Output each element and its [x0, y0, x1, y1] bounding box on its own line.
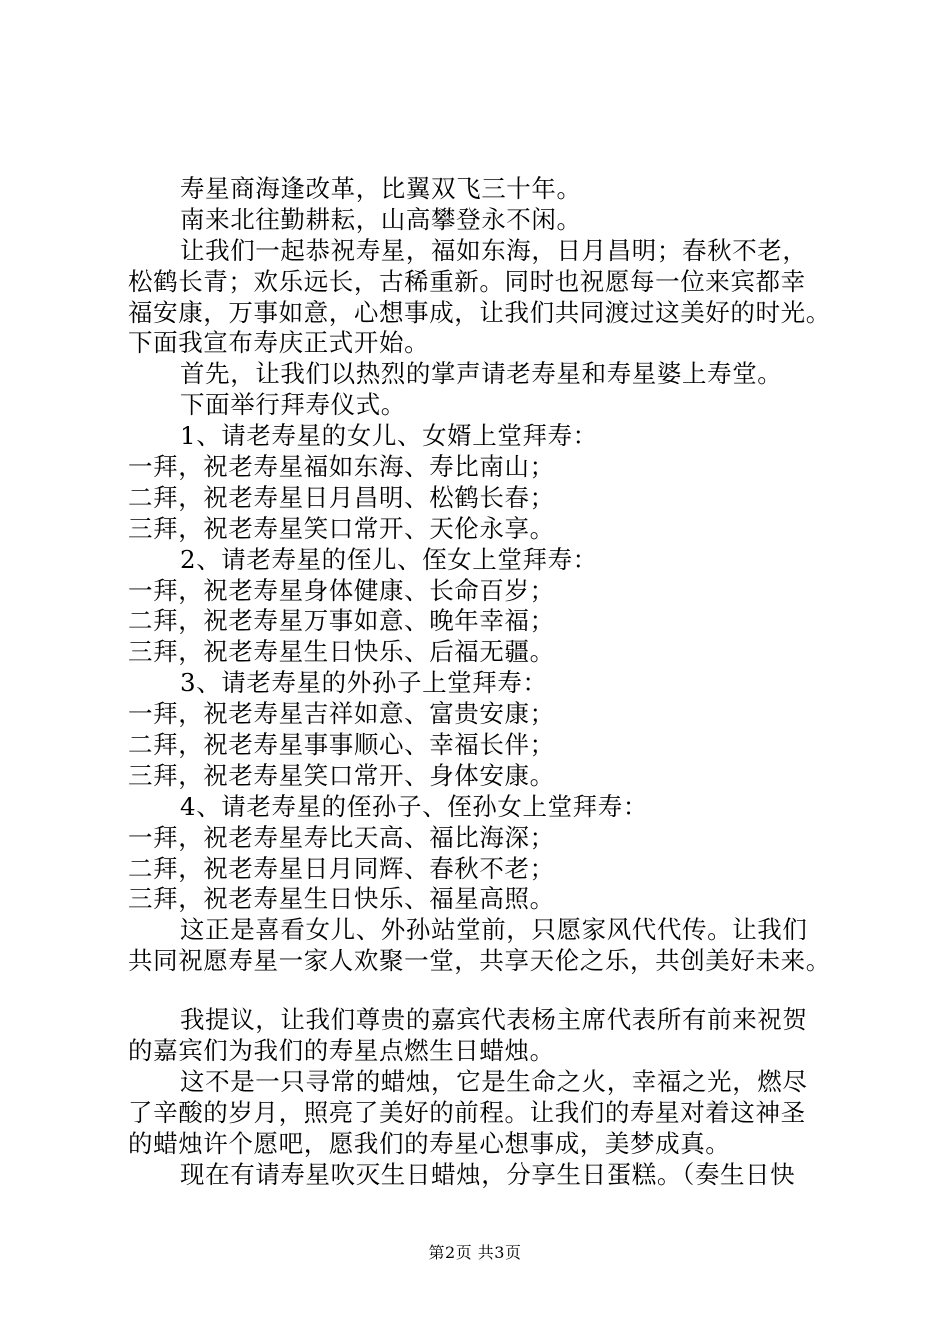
text-line: 三拜，祝老寿星生日快乐、后福无疆。	[128, 637, 555, 667]
text-line: 3、请老寿星的外孙子上堂拜寿：	[180, 668, 548, 698]
text-line: 二拜，祝老寿星日月同辉、春秋不老；	[128, 853, 555, 883]
document-body	[128, 174, 838, 1191]
text-line: 现在有请寿星吹灭生日蜡烛，分享生日蛋糕。（奏生日快	[180, 1159, 796, 1189]
text-line: 这正是喜看女儿、外孙站堂前，只愿家风代代传。让我们	[180, 915, 808, 945]
text-line: 下面我宣布寿庆正式开始。	[128, 328, 430, 358]
text-line: 松鹤长青；欢乐远长，古稀重新。同时也祝愿每一位来宾都幸	[128, 266, 806, 296]
text-line: 让我们一起恭祝寿星，福如东海，日月昌明；春秋不老，	[180, 235, 808, 265]
text-line: 二拜，祝老寿星日月昌明、松鹤长春；	[128, 482, 555, 512]
text-line: 的蜡烛许个愿吧，愿我们的寿星心想事成，美梦成真。	[128, 1128, 731, 1158]
paragraph-gap	[128, 977, 838, 1005]
text-line: 一拜，祝老寿星福如东海、寿比南山；	[128, 452, 555, 482]
text-line: 三拜，祝老寿星笑口常开、天伦永享。	[128, 513, 555, 543]
page-footer: 第2页 共3页	[428, 1243, 522, 1262]
text-line: 了辛酸的岁月，照亮了美好的前程。让我们的寿星对着这神圣	[128, 1097, 806, 1127]
text-line: 三拜，祝老寿星笑口常开、身体安康。	[128, 760, 555, 790]
text-line: 二拜，祝老寿星万事如意、晚年幸福；	[128, 606, 555, 636]
text-line: 下面举行拜寿仪式。	[180, 390, 406, 420]
text-line: 南来北往勤耕耘，山高攀登永不闲。	[180, 204, 582, 234]
text-line: 一拜，祝老寿星身体健康、长命百岁；	[128, 575, 555, 605]
text-line: 寿星商海逢改革，比翼双飞三十年。	[180, 174, 582, 203]
text-line: 一拜，祝老寿星寿比天高、福比海深；	[128, 822, 555, 852]
text-line: 三拜，祝老寿星生日快乐、福星高照。	[128, 884, 555, 914]
text-line: 1、请老寿星的女儿、女婿上堂拜寿：	[180, 421, 598, 451]
text-line: 2、请老寿星的侄儿、侄女上堂拜寿：	[180, 544, 598, 574]
text-line: 我提议，让我们尊贵的嘉宾代表杨主席代表所有前来祝贺	[180, 1005, 808, 1035]
text-line: 二拜，祝老寿星事事顺心、幸福长伴；	[128, 730, 555, 760]
text-line: 首先，让我们以热烈的掌声请老寿星和寿星婆上寿堂。	[180, 359, 783, 389]
text-line: 共同祝愿寿星一家人欢聚一堂，共享天伦之乐，共创美好未来。	[128, 946, 831, 976]
text-line: 这不是一只寻常的蜡烛，它是生命之火，幸福之光，燃尽	[180, 1066, 808, 1096]
text-line: 4、请老寿星的侄孙子、侄孙女上堂拜寿：	[180, 791, 648, 821]
text-line: 的嘉宾们为我们的寿星点燃生日蜡烛。	[128, 1036, 555, 1066]
text-line: 一拜，祝老寿星吉祥如意、富贵安康；	[128, 699, 555, 729]
text-line: 福安康，万事如意，心想事成，让我们共同渡过这美好的时光。	[128, 297, 831, 327]
